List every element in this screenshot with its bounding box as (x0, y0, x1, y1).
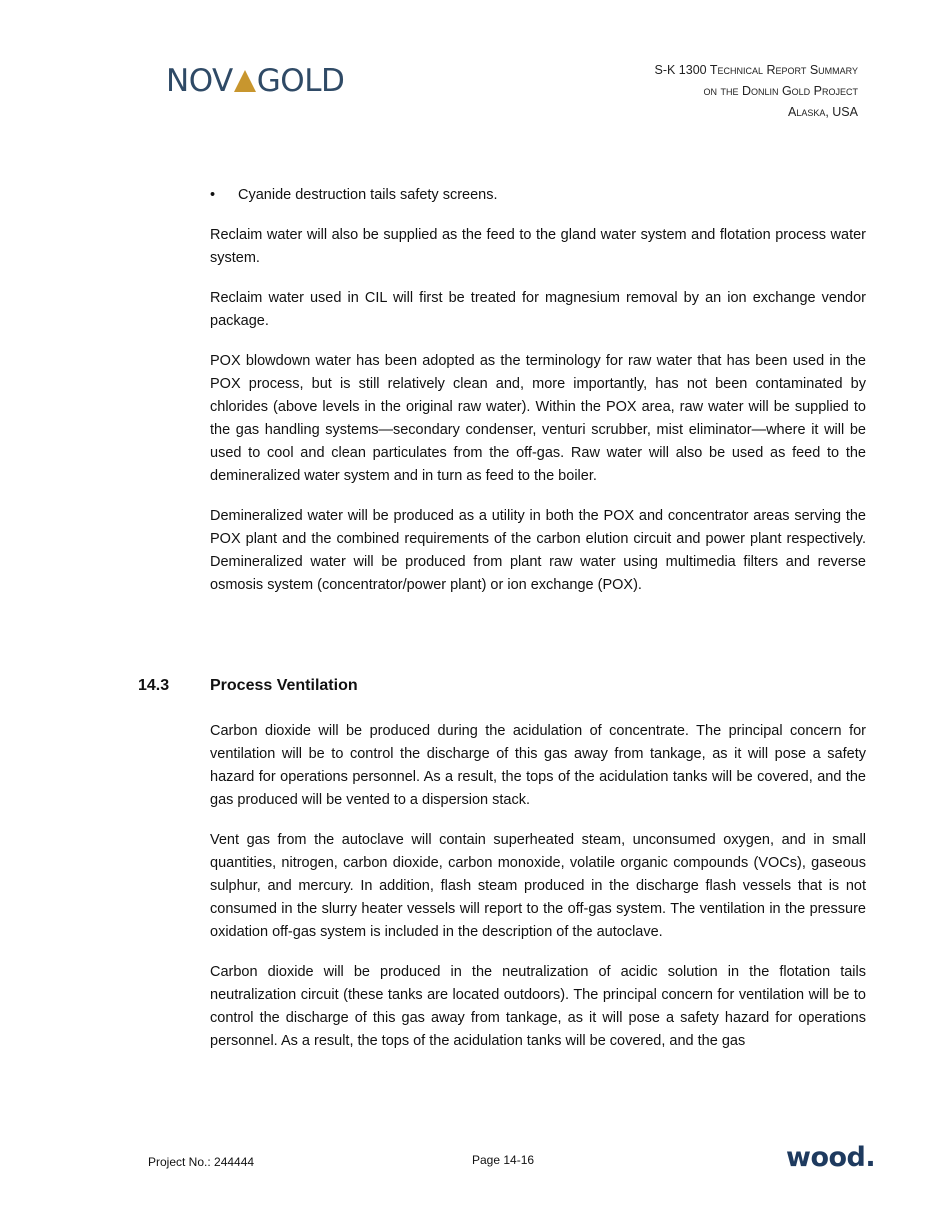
paragraph: Reclaim water used in CIL will first be treated for magnesium removal by an ion exchange vendor package. (210, 290, 866, 329)
paragraph: Vent gas from the autoclave will contain superheated steam, unconsumed oxygen, and in small quantities, nitrogen, carbon dioxide, carbon monoxide, volatile organic compounds (VOCs), gaseous sulphur, and mercury. In addition, flash steam produced in the discharge flash vessels that is not consumed in the slurry heater vessels will report to the off-gas system. The ventilation in the pressure oxidation off-gas system is included in the description of the autoclave. (210, 832, 866, 940)
paragraph: Carbon dioxide will be produced in the neutralization of acidic solution in the flotation tails neutralization circuit (these tanks are located outdoors). The principal concern for ventilation will be to control the discharge of this gas away from tankage, as it will pose a safety hazard for operations personnel. As a result, the tops of the acidulation tanks will be covered, and the gas (210, 964, 866, 1049)
novagold-logo (166, 62, 344, 100)
header-line-3: Alaska, USA (787, 105, 858, 119)
body-top (210, 184, 866, 614)
wood-logo: wood. (786, 1142, 876, 1173)
body-bottom (210, 720, 866, 1070)
bullet-text: Cyanide destruction tails safety screens. (238, 187, 498, 203)
paragraph: POX blowdown water has been adopted as the terminology for raw water that has been used in the POX process, but is still relatively clean and, more importantly, has not been contaminated by chlorides (above levels in the original raw water). Within the POX area, raw water will be supplied to the gas handling systems—secondary condenser, venturi scrubber, mist eliminator—where it will be used to cool and clean particulates from the off-gas. Raw water will also be used as feed to the demineralized water system and in turn as feed to the boiler. (210, 353, 866, 484)
header-line-1: S-K 1300 Technical Report Summary (654, 63, 858, 77)
section-number: 14.3 (138, 677, 170, 694)
logo-text-part1: NOV (166, 63, 233, 99)
page-number: Page 14-16 (472, 1153, 535, 1167)
bullet-icon: • (210, 187, 216, 203)
paragraph: Carbon dioxide will be produced during the acidulation of concentrate. The principal concern for ventilation will be to control the discharge of this gas away from tankage, as it will pose a safety hazard for operations personnel. As a result, the tops of the acidulation tanks will be covered, and the gas produced will be vented to a dispersion stack. (210, 723, 866, 808)
section-heading (138, 677, 358, 695)
report-header (655, 60, 859, 123)
paragraph: Demineralized water will be produced as a utility in both the POX and concentrator areas serving the POX plant and the combined requirements of the carbon elution circuit and power plant respectively. Demineralized water will be produced from plant raw water using multimedia filters and reverse osmosis system (concentrator/power plant) or ion exchange (POX). (210, 508, 866, 593)
paragraph: Reclaim water will also be supplied as the feed to the gland water system and flotation process water system. (210, 227, 866, 266)
project-number: Project No.: 244444 (148, 1155, 255, 1169)
header-line-2: on the Donlin Gold Project (703, 84, 858, 98)
logo-text-part2: GOLD (256, 63, 345, 99)
bullet-item (210, 184, 866, 207)
section-title: Process Ventilation (210, 677, 358, 694)
logo-a-triangle-icon (233, 62, 257, 100)
